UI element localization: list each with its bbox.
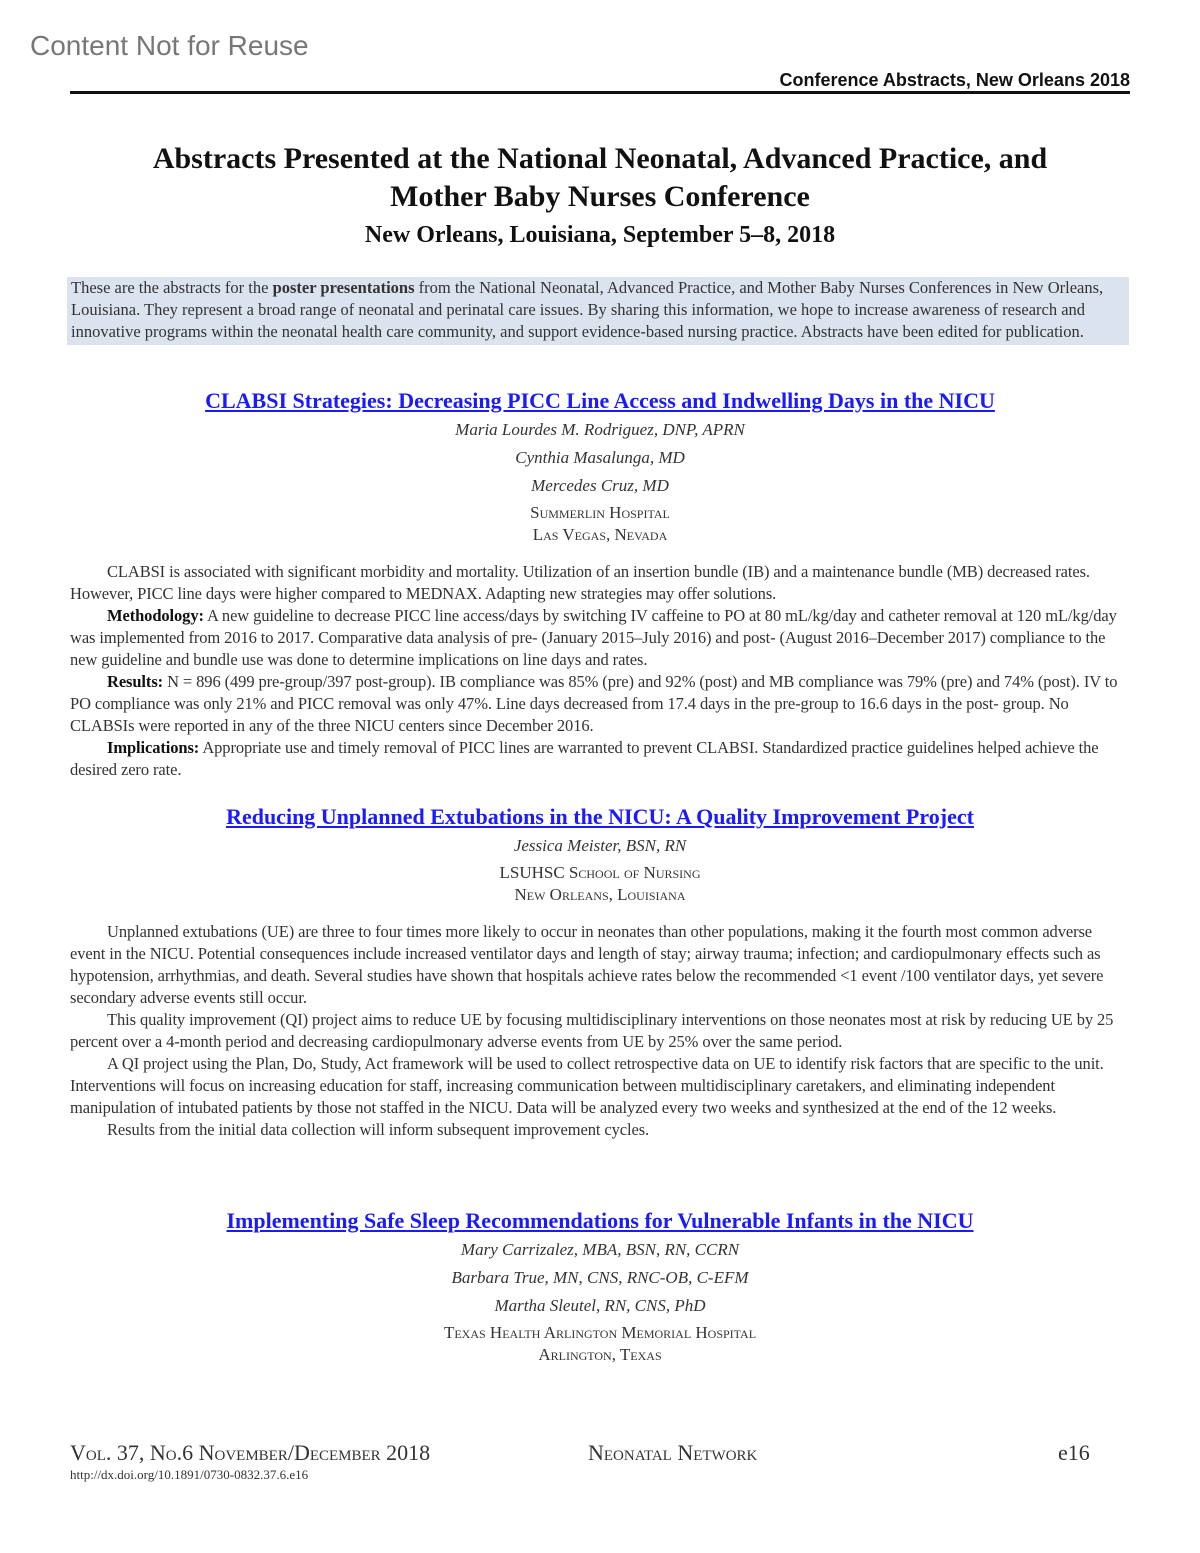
affiliation-location: Arlington, Texas [538,1345,662,1364]
intro-text: These are the abstracts for the [71,278,273,297]
abstract-3 [70,1206,1130,1366]
affiliation-location: New Orleans, Louisiana [514,885,686,904]
abstract-1-body [70,561,1130,781]
page-subtitle: New Orleans, Louisiana, September 5–8, 2018 [364,222,836,248]
footer-journal: Neonatal Network [588,1440,758,1465]
intro-text: from the National Neonatal, Advanced Practice, and Mother Baby Nurses Conferences in New Orleans, Louisiana. They represent a broad range of neonatal and perinatal care issues. By sharing this information, we hope to increase awareness of research and innovative programs within the neonatal health care community, and support evidence-based nursing practice. Abstracts have been edited for publication. [71,278,1104,341]
paragraph-label: Methodology: [107,606,204,625]
abstract-2 [70,802,1130,906]
author: Mercedes Cruz, MD [531,476,669,495]
footer-doi-link[interactable]: http://dx.doi.org/10.1891/0730-0832.37.6.e16 [70,1467,309,1482]
paragraph: This quality improvement (QI) project aims to reduce UE by focusing multidisciplinary interventions on those neonates most at risk by reducing UE by 25 percent over a 4-month period and decreasing cardiopulmonary adverse events from UE by 25% over the same period. [70,1010,1114,1051]
page-title [70,140,1130,216]
author: Martha Sleutel, RN, CNS, PhD [494,1296,706,1315]
affiliation-location: Las Vegas, Nevada [532,525,668,544]
affiliation: Texas Health Arlington Memorial Hospital [443,1323,757,1342]
abstract-2-body [70,921,1130,1141]
abstract-title-link[interactable]: CLABSI Strategies: Decreasing PICC Line Access and Indwelling Days in the NICU [205,388,995,413]
paragraph [70,605,1130,671]
affiliation: LSUHSC School of Nursing [499,863,701,882]
abstract-title-link[interactable]: Reducing Unplanned Extubations in the NICU: A Quality Improvement Project [226,804,974,829]
intro-box [67,277,1129,345]
paragraph: A QI project using the Plan, Do, Study, Act framework will be used to collect retrospective data on UE to identify risk factors that are specific to the unit. Interventions will focus on increasing education for staff, increasing communication between multidisciplinary caretakers, and eliminating independent manipulation of intubated patients by those not staffed in the NICU. Data will be analyzed every two weeks and synthesized at the end of the 12 weeks. [70,1054,1104,1117]
affiliation: Summerlin Hospital [530,503,670,522]
author: Cynthia Masalunga, MD [515,448,685,467]
title-line: Abstracts Presented at the National Neonatal, Advanced Practice, and [152,142,1048,175]
abstract-title-link[interactable]: Implementing Safe Sleep Recommendations for Vulnerable Infants in the NICU [226,1208,974,1233]
paragraph [70,737,1130,781]
author: Mary Carrizalez, MBA, BSN, RN, CCRN [460,1240,740,1259]
footer-volume: Vol. 37, No.6 November/December 2018 [70,1440,431,1465]
paragraph-text: CLABSI is associated with significant morbidity and mortality. Utilization of an insertion bundle (IB) and a maintenance bundle (MB) decreased rates. However, PICC line days were higher compared to MEDNAX. Adapting new strategies may offer solutions. [70,562,1090,603]
paragraph [70,671,1130,737]
author: Maria Lourdes M. Rodriguez, DNP, APRN [455,420,745,439]
paragraph-label: Implications: [107,738,200,757]
abstract-1 [70,386,1130,546]
author: Barbara True, MN, CNS, RNC-OB, C-EFM [451,1268,749,1287]
intro-bold: poster presentations [272,278,415,297]
paragraph-label: Results: [107,672,164,691]
watermark: Content Not for Reuse [30,30,309,61]
running-head: Conference Abstracts, New Orleans 2018 [779,70,1130,90]
title-line: Mother Baby Nurses Conference [390,180,810,213]
author: Jessica Meister, BSN, RN [513,836,687,855]
footer-page-number: e16 [1058,1440,1090,1465]
paragraph [70,561,1130,605]
paragraph-text: Appropriate use and timely removal of PICC lines are warranted to prevent CLABSI. Standardized practice guidelines helped achieve the desired zero rate. [70,738,1099,779]
paragraph-text: A new guideline to decrease PICC line access/days by switching IV caffeine to PO at 80 mL/kg/day and catheter removal at 120 mL/kg/day was implemented from 2016 to 2017. Comparative data analysis of pre- (January 2015–July 2016) and post- (August 2016–December 2017) compliance to the new guideline and bundle use was done to determine implications on line days and rates. [70,606,1117,669]
header-rule [70,91,1130,94]
paragraph: Results from the initial data collection will inform subsequent improvement cycles. [107,1120,650,1139]
paragraph: Unplanned extubations (UE) are three to four times more likely to occur in neonates than other populations, making it the fourth most common adverse event in the NICU. Potential consequences include increased ventilator days and length of stay; airway trauma; infection; and cardiopulmonary effects such as hypotension, arrhythmias, and death. Several studies have shown that hospitals achieve rates below the recommended <1 event /100 ventilator days, yet severe secondary adverse events still occur. [70,922,1104,1007]
paragraph-text: N = 896 (499 pre-group/397 post-group). IB compliance was 85% (pre) and 92% (post) and MB compliance was 79% (pre) and 74% (post). IV to PO compliance was only 21% and PICC removal was only 47%. Line days decreased from 17.4 days in the pre-group to 16.6 days in the post- group. No CLABSIs were reported in any of the three NICU centers since December 2016. [70,672,1118,735]
